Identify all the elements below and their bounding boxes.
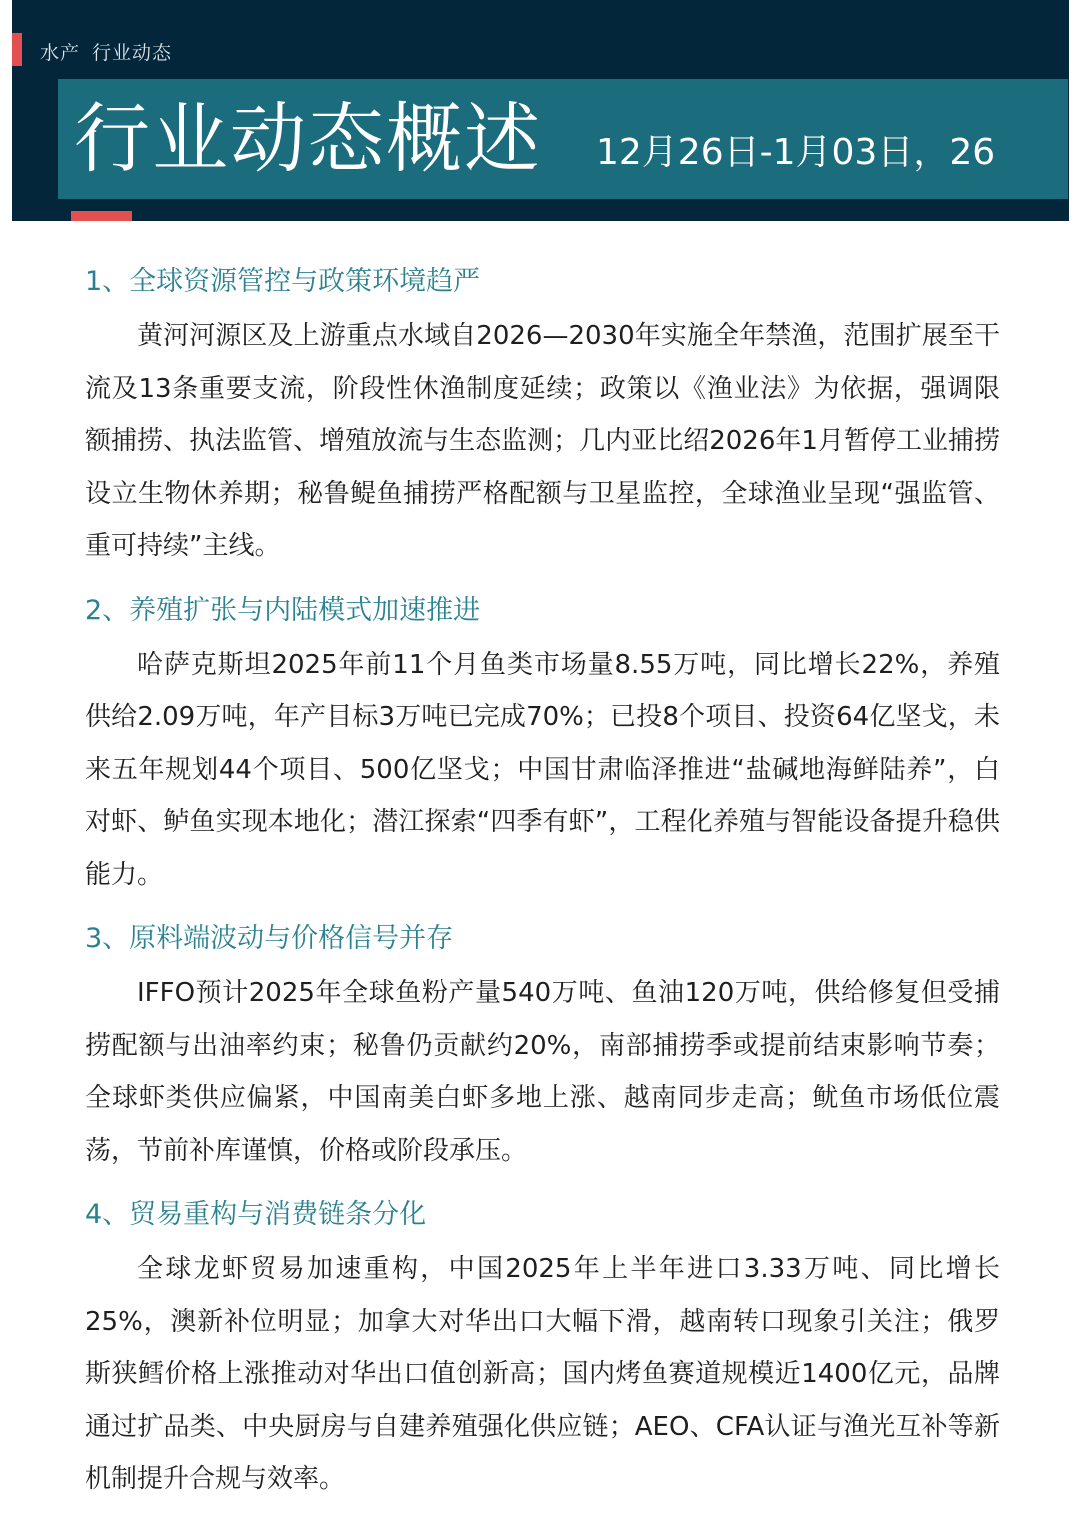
- article-content: [85, 262, 1000, 1524]
- section-heading: 2、养殖扩张与内陆模式加速推进: [85, 594, 481, 626]
- breadcrumb: [40, 38, 172, 65]
- date-range: 12月26日-1月03日，26: [596, 132, 996, 173]
- section-aquaculture: [85, 591, 1000, 902]
- section-resource-policy: [85, 262, 1000, 573]
- breadcrumb-item-category: 水产: [40, 42, 81, 64]
- section-raw-materials: [85, 919, 1000, 1177]
- section-body: 全球龙虾贸易加速重构，中国2025年上半年进口3.33万吨、同比增长25%，澳新补位明显；加拿大对华出口大幅下滑，越南转口现象引关注；俄罗斯狭鳕价格上涨推动对华出口值创新高；国内烤鱼赛道规模近1400亿元，品牌通过扩品类、中央厨房与自建养殖强化供应链；AEO、CFA认证与渔光互补等新机制提升合规与效率。: [85, 1254, 1000, 1494]
- section-heading: 1、全球资源管控与政策环境趋严: [85, 266, 481, 297]
- title-box: [58, 79, 1068, 199]
- section-body: IFFO预计2025年全球鱼粉产量540万吨、鱼油120万吨，供给修复但受捕捞配额与出油率约束；秘鲁仍贡献约20%，南部捕捞季或提前结束影响节奏；全球虾类供应偏紧，中国南美白虾多地上涨、越南同步走高；鱿鱼市场低位震荡，节前补库谨慎，价格或阶段承压。: [85, 978, 1000, 1166]
- page-title: 行业动态概述: [74, 94, 542, 183]
- breadcrumb-item-section: 行业动态: [92, 42, 173, 64]
- section-body: 哈萨克斯坦2025年前11个月鱼类市场量8.55万吨，同比增长22%，养殖供给2.09万吨，年产目标3万吨已完成70%；已投8个项目、投资64亿坚戈，未来五年规划44个项目、500亿坚戈；中国甘肃临泽推进“盐碱地海鲜陆养”，白对虾、鲈鱼实现本地化；潜江探索“四季有虾”，工程化养殖与智能设备提升稳供能力。: [85, 649, 1000, 890]
- section-body: 黄河河源区及上游重点水域自2026—2030年实施全年禁渔，范围扩展至干流及13条重要支流，阶段性休渔制度延续；政策以《渔业法》为依据，强调限额捕捞、执法监管、增殖放流与生态监测；几内亚比绍2026年1月暂停工业捕捞设立生物休养期；秘鲁鳀鱼捕捞严格配额与卫星监控，全球渔业呈现“强监管、重可持续”主线。: [85, 321, 1000, 561]
- section-heading: 3、原料端波动与价格信号并存: [85, 923, 454, 954]
- section-trade-consumption: [85, 1195, 1000, 1506]
- section-heading: 4、贸易重构与消费链条分化: [85, 1199, 427, 1230]
- header-accent-bar: [12, 33, 22, 66]
- title-underline-accent: [71, 211, 132, 221]
